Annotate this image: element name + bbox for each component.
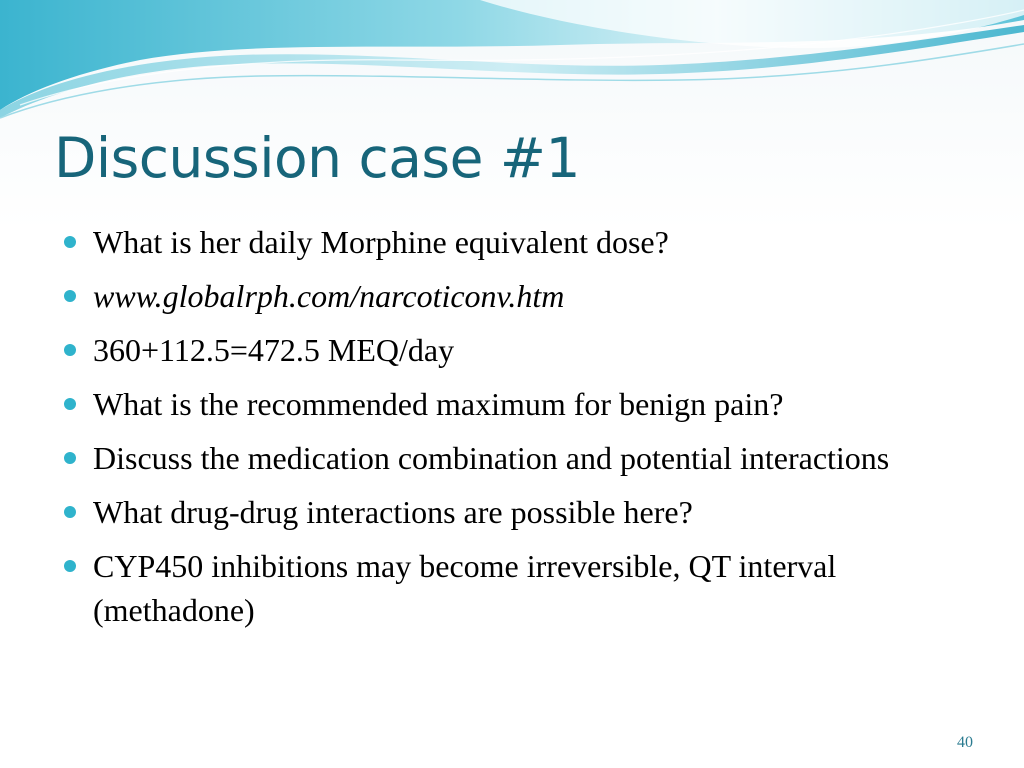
bullet-item xyxy=(64,274,964,318)
page-number: 40 xyxy=(957,734,973,751)
bullet-text: What is the recommended maximum for benign pain? xyxy=(93,386,784,422)
bullet-item xyxy=(64,328,964,372)
bullet-text: CYP450 inhibitions may become irreversible, QT interval (methadone) xyxy=(93,548,837,628)
bullet-item xyxy=(64,382,964,426)
bullet-item xyxy=(64,490,964,534)
bullet-text: Discuss the medication combination and potential interactions xyxy=(93,440,890,476)
bullet-text: What is her daily Morphine equivalent dose? xyxy=(93,224,669,260)
bullet-dot-icon xyxy=(64,560,76,572)
bullet-item xyxy=(64,436,964,480)
bullet-text-link: www.globalrph.com/narcoticonv.htm xyxy=(93,278,565,314)
bullet-text: What drug-drug interactions are possible here? xyxy=(93,494,693,530)
header-wave-decoration xyxy=(0,0,1024,130)
slide-title: Discussion case #1 xyxy=(54,126,580,190)
bullet-dot-icon xyxy=(64,344,76,356)
bullet-item xyxy=(64,220,964,264)
bullet-dot-icon xyxy=(64,506,76,518)
bullet-dot-icon xyxy=(64,290,76,302)
bullet-text: 360+112.5=472.5 MEQ/day xyxy=(93,332,455,368)
bullet-list xyxy=(64,220,964,642)
bullet-dot-icon xyxy=(64,236,76,248)
bullet-item xyxy=(64,544,964,632)
bullet-dot-icon xyxy=(64,398,76,410)
bullet-dot-icon xyxy=(64,452,76,464)
